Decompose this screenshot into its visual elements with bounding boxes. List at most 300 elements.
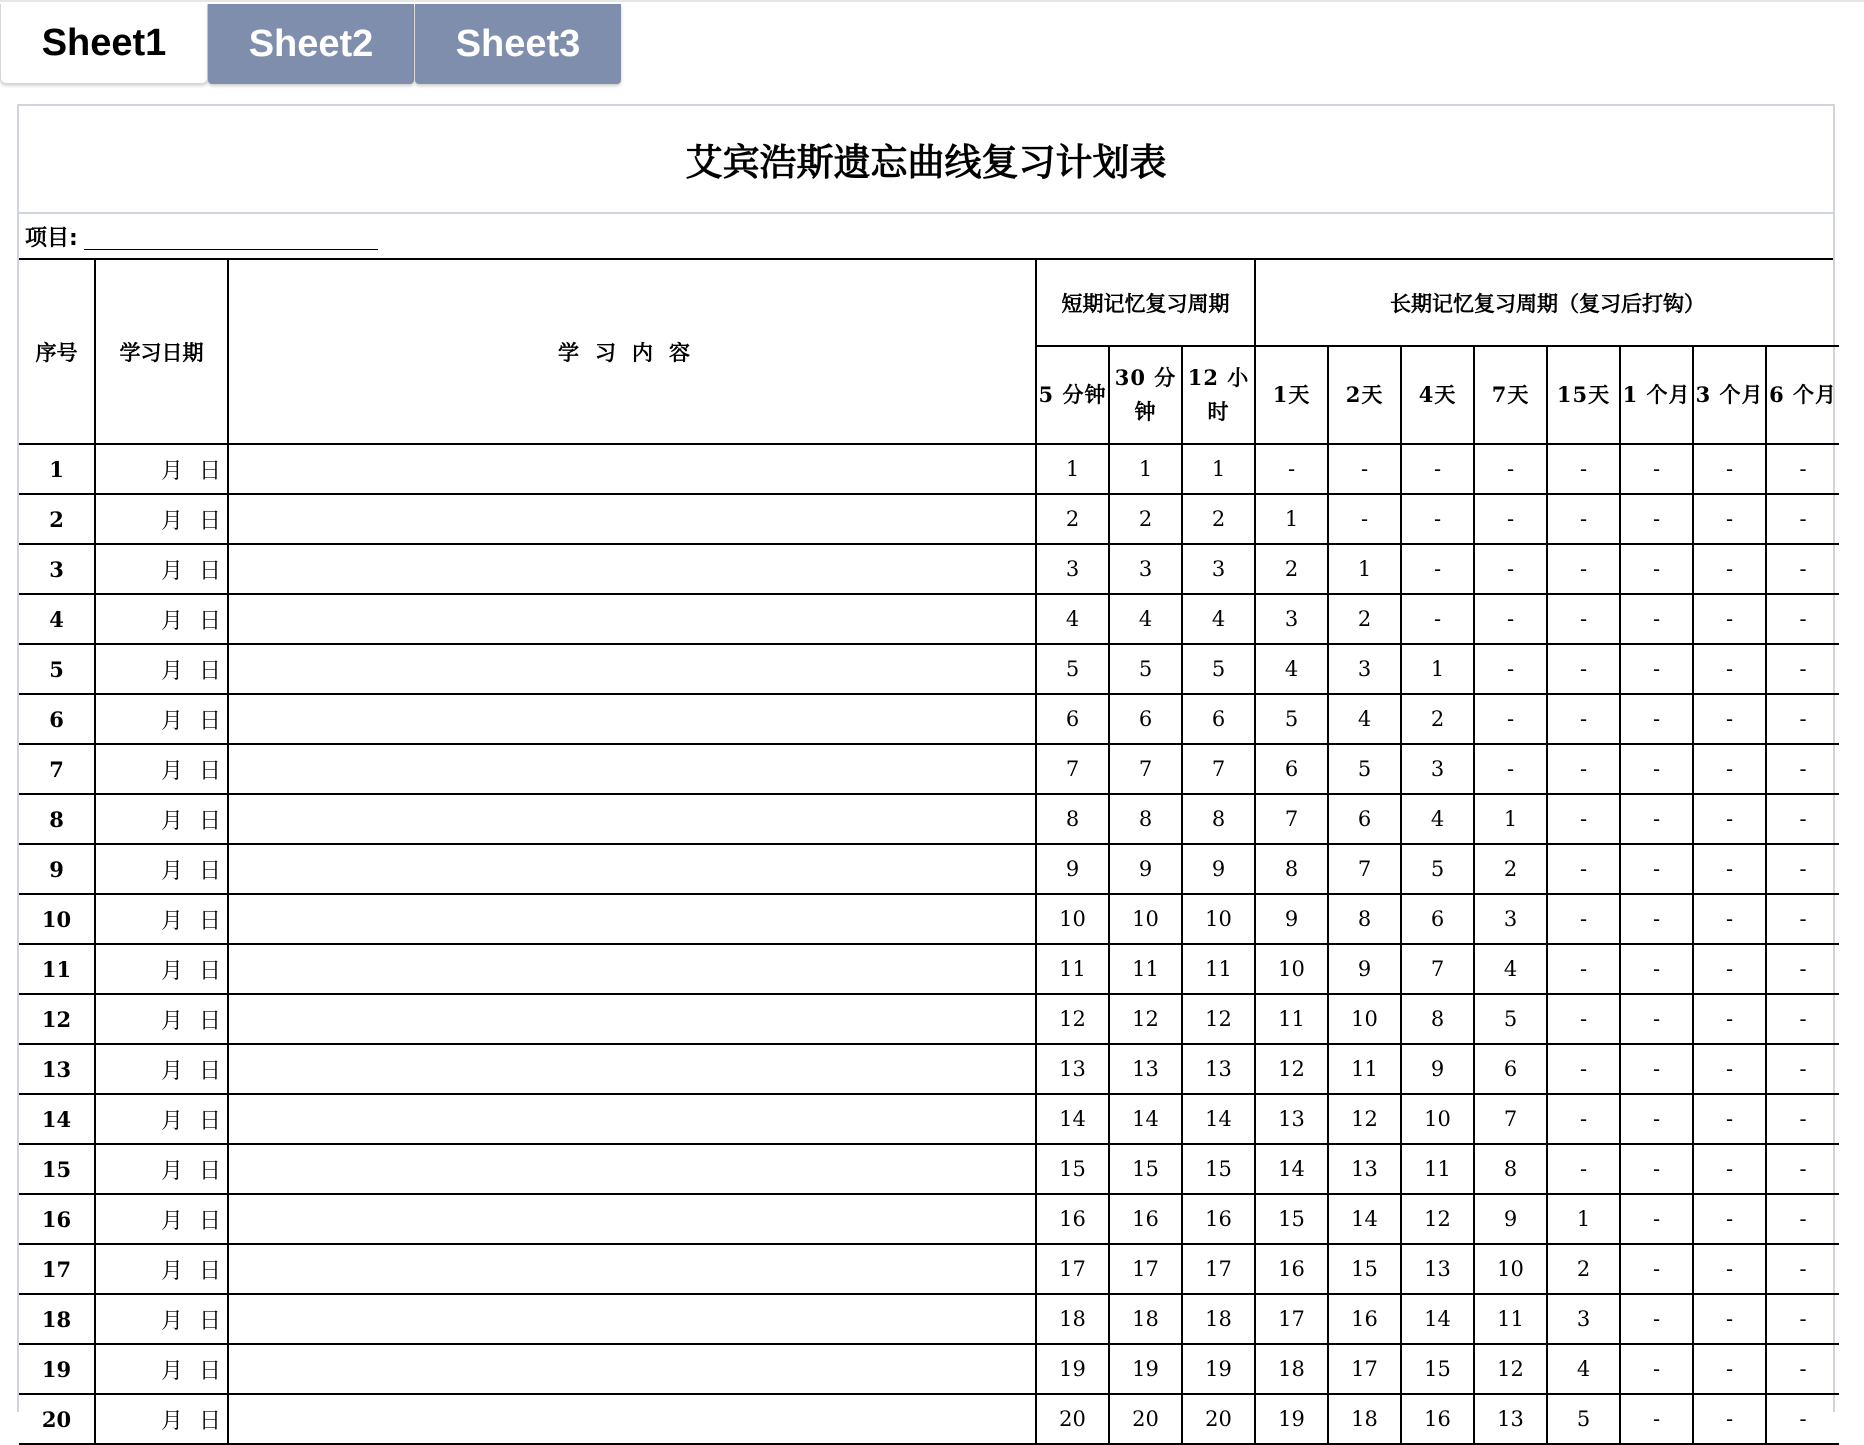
review-cell[interactable]: -	[1547, 944, 1620, 994]
row-seq-cell[interactable]: 7	[19, 744, 95, 794]
row-seq-cell[interactable]: 19	[19, 1344, 95, 1394]
header-long-term-group[interactable]: 长期记忆复习周期（复习后打钩）	[1255, 260, 1839, 346]
header-5-minutes[interactable]: 5 分钟	[1036, 346, 1109, 444]
review-cell[interactable]: 8	[1474, 1144, 1547, 1194]
review-cell[interactable]: 7	[1036, 744, 1109, 794]
row-content-cell[interactable]	[228, 1344, 1036, 1394]
review-cell[interactable]: 7	[1182, 744, 1255, 794]
review-cell[interactable]: -	[1401, 544, 1474, 594]
review-cell[interactable]: 3	[1182, 544, 1255, 594]
review-cell[interactable]: -	[1255, 444, 1328, 494]
review-cell[interactable]: 10	[1036, 894, 1109, 944]
row-date-cell[interactable]	[95, 1144, 228, 1194]
review-cell[interactable]: 4	[1474, 944, 1547, 994]
review-cell[interactable]: -	[1547, 544, 1620, 594]
review-cell[interactable]: 5	[1036, 644, 1109, 694]
row-content-cell[interactable]	[228, 594, 1036, 644]
review-cell[interactable]: 1	[1255, 494, 1328, 544]
review-cell[interactable]: -	[1693, 1144, 1766, 1194]
review-cell[interactable]: 12	[1474, 1344, 1547, 1394]
project-row[interactable]	[19, 214, 1833, 260]
review-cell[interactable]: 4	[1328, 694, 1401, 744]
review-cell[interactable]: -	[1693, 694, 1766, 744]
review-cell[interactable]: -	[1474, 694, 1547, 744]
review-cell[interactable]: 1	[1036, 444, 1109, 494]
review-cell[interactable]: -	[1547, 1094, 1620, 1144]
row-seq-cell[interactable]: 11	[19, 944, 95, 994]
review-cell[interactable]: -	[1766, 1244, 1839, 1294]
review-cell[interactable]: -	[1693, 544, 1766, 594]
row-content-cell[interactable]	[228, 1144, 1036, 1194]
review-cell[interactable]: 12	[1255, 1044, 1328, 1094]
review-cell[interactable]: 11	[1255, 994, 1328, 1044]
review-cell[interactable]: 20	[1182, 1394, 1255, 1444]
review-cell[interactable]: -	[1766, 1344, 1839, 1394]
review-cell[interactable]: 14	[1182, 1094, 1255, 1144]
review-cell[interactable]: -	[1766, 694, 1839, 744]
review-cell[interactable]: 9	[1255, 894, 1328, 944]
review-cell[interactable]: -	[1620, 644, 1693, 694]
header-4-days[interactable]: 4天	[1401, 346, 1474, 444]
review-cell[interactable]: -	[1693, 444, 1766, 494]
review-cell[interactable]: 9	[1401, 1044, 1474, 1094]
row-date-cell[interactable]	[95, 644, 228, 694]
review-cell[interactable]: 2	[1401, 694, 1474, 744]
review-cell[interactable]: 1	[1182, 444, 1255, 494]
review-cell[interactable]: 13	[1328, 1144, 1401, 1194]
header-1-day[interactable]: 1天	[1255, 346, 1328, 444]
review-cell[interactable]: 5	[1547, 1394, 1620, 1444]
review-cell[interactable]: -	[1693, 1194, 1766, 1244]
review-cell[interactable]: -	[1547, 844, 1620, 894]
row-seq-cell[interactable]: 9	[19, 844, 95, 894]
row-date-cell[interactable]	[95, 794, 228, 844]
review-cell[interactable]: -	[1620, 1294, 1693, 1344]
row-content-cell[interactable]	[228, 944, 1036, 994]
review-cell[interactable]: -	[1766, 1294, 1839, 1344]
review-cell[interactable]: 17	[1255, 1294, 1328, 1344]
review-cell[interactable]: -	[1547, 694, 1620, 744]
row-seq-cell[interactable]: 14	[19, 1094, 95, 1144]
review-cell[interactable]: -	[1693, 1394, 1766, 1444]
review-cell[interactable]: 16	[1182, 1194, 1255, 1244]
header-short-term-group[interactable]: 短期记忆复习周期	[1036, 260, 1255, 346]
row-content-cell[interactable]	[228, 1244, 1036, 1294]
review-cell[interactable]: -	[1401, 594, 1474, 644]
review-cell[interactable]: 13	[1401, 1244, 1474, 1294]
review-cell[interactable]: 14	[1255, 1144, 1328, 1194]
review-cell[interactable]: 5	[1182, 644, 1255, 694]
review-cell[interactable]: -	[1620, 1344, 1693, 1394]
row-date-cell[interactable]	[95, 1194, 228, 1244]
review-cell[interactable]: 3	[1328, 644, 1401, 694]
review-cell[interactable]: 8	[1401, 994, 1474, 1044]
review-cell[interactable]: -	[1766, 1144, 1839, 1194]
review-cell[interactable]: -	[1620, 444, 1693, 494]
review-cell[interactable]: -	[1766, 644, 1839, 694]
review-cell[interactable]: -	[1620, 544, 1693, 594]
review-cell[interactable]: 19	[1255, 1394, 1328, 1444]
review-cell[interactable]: 2	[1255, 544, 1328, 594]
review-cell[interactable]: -	[1620, 994, 1693, 1044]
row-content-cell[interactable]	[228, 1194, 1036, 1244]
review-cell[interactable]: 8	[1109, 794, 1182, 844]
review-cell[interactable]: 5	[1255, 694, 1328, 744]
review-cell[interactable]: -	[1693, 1094, 1766, 1144]
review-cell[interactable]: 7	[1401, 944, 1474, 994]
row-seq-cell[interactable]: 17	[19, 1244, 95, 1294]
review-cell[interactable]: 3	[1474, 894, 1547, 944]
review-cell[interactable]: -	[1693, 944, 1766, 994]
review-cell[interactable]: 4	[1036, 594, 1109, 644]
review-cell[interactable]: 15	[1036, 1144, 1109, 1194]
review-cell[interactable]: -	[1547, 494, 1620, 544]
review-cell[interactable]: 16	[1109, 1194, 1182, 1244]
review-cell[interactable]: 4	[1547, 1344, 1620, 1394]
review-cell[interactable]: -	[1766, 944, 1839, 994]
review-cell[interactable]: -	[1620, 1394, 1693, 1444]
project-input-line[interactable]	[84, 223, 378, 250]
review-cell[interactable]: 13	[1036, 1044, 1109, 1094]
review-cell[interactable]: 19	[1182, 1344, 1255, 1394]
review-cell[interactable]: 14	[1401, 1294, 1474, 1344]
row-seq-cell[interactable]: 16	[19, 1194, 95, 1244]
review-cell[interactable]: -	[1547, 1144, 1620, 1194]
review-cell[interactable]: 9	[1109, 844, 1182, 894]
review-cell[interactable]: -	[1766, 744, 1839, 794]
review-cell[interactable]: 20	[1036, 1394, 1109, 1444]
row-content-cell[interactable]	[228, 1394, 1036, 1444]
review-cell[interactable]: 12	[1401, 1194, 1474, 1244]
review-cell[interactable]: -	[1547, 794, 1620, 844]
review-cell[interactable]: 1	[1401, 644, 1474, 694]
review-cell[interactable]: -	[1620, 594, 1693, 644]
review-cell[interactable]: 10	[1474, 1244, 1547, 1294]
review-cell[interactable]: 2	[1547, 1244, 1620, 1294]
row-seq-cell[interactable]: 6	[19, 694, 95, 744]
review-cell[interactable]: 5	[1401, 844, 1474, 894]
row-content-cell[interactable]	[228, 1294, 1036, 1344]
row-content-cell[interactable]	[228, 894, 1036, 944]
row-content-cell[interactable]	[228, 994, 1036, 1044]
review-cell[interactable]: -	[1620, 744, 1693, 794]
review-cell[interactable]: -	[1766, 1094, 1839, 1144]
row-content-cell[interactable]	[228, 844, 1036, 894]
row-content-cell[interactable]	[228, 544, 1036, 594]
review-cell[interactable]: 7	[1328, 844, 1401, 894]
review-cell[interactable]: 15	[1328, 1244, 1401, 1294]
row-seq-cell[interactable]: 1	[19, 444, 95, 494]
review-cell[interactable]: 12	[1036, 994, 1109, 1044]
review-cell[interactable]: -	[1620, 1194, 1693, 1244]
review-cell[interactable]: -	[1693, 644, 1766, 694]
row-content-cell[interactable]	[228, 1044, 1036, 1094]
header-content[interactable]: 学习内容	[228, 260, 1036, 444]
review-cell[interactable]: 13	[1474, 1394, 1547, 1444]
review-cell[interactable]: 7	[1255, 794, 1328, 844]
review-cell[interactable]: 5	[1328, 744, 1401, 794]
review-cell[interactable]: -	[1693, 894, 1766, 944]
review-cell[interactable]: 12	[1182, 994, 1255, 1044]
row-date-cell[interactable]	[95, 594, 228, 644]
review-cell[interactable]: -	[1474, 594, 1547, 644]
row-seq-cell[interactable]: 3	[19, 544, 95, 594]
review-cell[interactable]: -	[1474, 644, 1547, 694]
header-12-hours[interactable]: 12 小时	[1182, 346, 1255, 444]
review-cell[interactable]: -	[1547, 644, 1620, 694]
review-cell[interactable]: 8	[1255, 844, 1328, 894]
row-date-cell[interactable]	[95, 1344, 228, 1394]
row-seq-cell[interactable]: 18	[19, 1294, 95, 1344]
review-cell[interactable]: -	[1693, 1344, 1766, 1394]
review-cell[interactable]: -	[1620, 694, 1693, 744]
review-cell[interactable]: 8	[1328, 894, 1401, 944]
review-cell[interactable]: 1	[1547, 1194, 1620, 1244]
row-date-cell[interactable]	[95, 994, 228, 1044]
review-cell[interactable]: 5	[1474, 994, 1547, 1044]
review-cell[interactable]: 4	[1109, 594, 1182, 644]
review-cell[interactable]: 15	[1255, 1194, 1328, 1244]
review-cell[interactable]: 4	[1401, 794, 1474, 844]
header-date[interactable]: 学习日期	[95, 260, 228, 444]
review-cell[interactable]: -	[1620, 794, 1693, 844]
review-cell[interactable]: 19	[1036, 1344, 1109, 1394]
review-cell[interactable]: 6	[1255, 744, 1328, 794]
review-cell[interactable]: 1	[1474, 794, 1547, 844]
review-cell[interactable]: 16	[1255, 1244, 1328, 1294]
row-date-cell[interactable]	[95, 1394, 228, 1444]
review-cell[interactable]: -	[1693, 844, 1766, 894]
review-cell[interactable]: 6	[1109, 694, 1182, 744]
review-cell[interactable]: 1	[1109, 444, 1182, 494]
review-cell[interactable]: -	[1474, 494, 1547, 544]
review-cell[interactable]: 11	[1474, 1294, 1547, 1344]
review-cell[interactable]: 16	[1401, 1394, 1474, 1444]
row-date-cell[interactable]	[95, 894, 228, 944]
review-cell[interactable]: -	[1693, 1044, 1766, 1094]
row-date-cell[interactable]	[95, 1044, 228, 1094]
review-cell[interactable]: -	[1766, 594, 1839, 644]
review-cell[interactable]: -	[1620, 1094, 1693, 1144]
review-cell[interactable]: 6	[1401, 894, 1474, 944]
review-cell[interactable]: -	[1547, 894, 1620, 944]
review-cell[interactable]: -	[1401, 494, 1474, 544]
review-cell[interactable]: 18	[1109, 1294, 1182, 1344]
row-content-cell[interactable]	[228, 794, 1036, 844]
review-cell[interactable]: 18	[1036, 1294, 1109, 1344]
row-date-cell[interactable]	[95, 444, 228, 494]
row-content-cell[interactable]	[228, 744, 1036, 794]
review-cell[interactable]: -	[1693, 994, 1766, 1044]
review-cell[interactable]: 16	[1036, 1194, 1109, 1244]
review-cell[interactable]: 6	[1328, 794, 1401, 844]
review-cell[interactable]: -	[1766, 494, 1839, 544]
tab-sheet2[interactable]: Sheet2	[208, 4, 414, 84]
review-cell[interactable]: 17	[1328, 1344, 1401, 1394]
header-2-days[interactable]: 2天	[1328, 346, 1401, 444]
row-date-cell[interactable]	[95, 1094, 228, 1144]
header-7-days[interactable]: 7天	[1474, 346, 1547, 444]
review-cell[interactable]: -	[1620, 494, 1693, 544]
review-cell[interactable]: 9	[1328, 944, 1401, 994]
review-cell[interactable]: 11	[1182, 944, 1255, 994]
review-cell[interactable]: -	[1401, 444, 1474, 494]
review-cell[interactable]: 15	[1182, 1144, 1255, 1194]
row-date-cell[interactable]	[95, 544, 228, 594]
review-cell[interactable]: -	[1766, 544, 1839, 594]
review-cell[interactable]: 2	[1036, 494, 1109, 544]
review-cell[interactable]: 9	[1182, 844, 1255, 894]
review-cell[interactable]: 20	[1109, 1394, 1182, 1444]
review-cell[interactable]: 9	[1474, 1194, 1547, 1244]
review-cell[interactable]: 11	[1036, 944, 1109, 994]
row-seq-cell[interactable]: 13	[19, 1044, 95, 1094]
review-cell[interactable]: -	[1766, 994, 1839, 1044]
review-cell[interactable]: 12	[1328, 1094, 1401, 1144]
review-cell[interactable]: 6	[1474, 1044, 1547, 1094]
review-cell[interactable]: -	[1474, 544, 1547, 594]
review-cell[interactable]: 14	[1328, 1194, 1401, 1244]
row-seq-cell[interactable]: 8	[19, 794, 95, 844]
review-cell[interactable]: 17	[1036, 1244, 1109, 1294]
review-cell[interactable]: -	[1620, 1244, 1693, 1294]
review-cell[interactable]: -	[1328, 444, 1401, 494]
review-cell[interactable]: -	[1693, 744, 1766, 794]
review-cell[interactable]: 15	[1401, 1344, 1474, 1394]
row-seq-cell[interactable]: 5	[19, 644, 95, 694]
row-seq-cell[interactable]: 15	[19, 1144, 95, 1194]
review-cell[interactable]: -	[1620, 894, 1693, 944]
review-cell[interactable]: -	[1620, 1144, 1693, 1194]
review-cell[interactable]: 19	[1109, 1344, 1182, 1394]
review-cell[interactable]: 3	[1547, 1294, 1620, 1344]
row-seq-cell[interactable]: 10	[19, 894, 95, 944]
row-content-cell[interactable]	[228, 694, 1036, 744]
review-cell[interactable]: 12	[1109, 994, 1182, 1044]
review-cell[interactable]: -	[1766, 844, 1839, 894]
tab-sheet3[interactable]: Sheet3	[415, 4, 621, 84]
review-cell[interactable]: 6	[1036, 694, 1109, 744]
review-cell[interactable]: 11	[1109, 944, 1182, 994]
row-seq-cell[interactable]: 4	[19, 594, 95, 644]
review-cell[interactable]: -	[1547, 744, 1620, 794]
review-cell[interactable]: 2	[1474, 844, 1547, 894]
row-content-cell[interactable]	[228, 494, 1036, 544]
review-cell[interactable]: 7	[1474, 1094, 1547, 1144]
review-cell[interactable]: 8	[1036, 794, 1109, 844]
review-cell[interactable]: -	[1547, 994, 1620, 1044]
header-6-months[interactable]: 6 个月	[1766, 346, 1839, 444]
review-cell[interactable]: 3	[1036, 544, 1109, 594]
review-cell[interactable]: 3	[1401, 744, 1474, 794]
row-date-cell[interactable]	[95, 494, 228, 544]
row-date-cell[interactable]	[95, 694, 228, 744]
row-content-cell[interactable]	[228, 1094, 1036, 1144]
review-cell[interactable]: -	[1693, 494, 1766, 544]
tab-sheet1[interactable]: Sheet1	[0, 4, 208, 84]
review-cell[interactable]: 6	[1182, 694, 1255, 744]
review-cell[interactable]: -	[1547, 1044, 1620, 1094]
review-cell[interactable]: 13	[1182, 1044, 1255, 1094]
review-cell[interactable]: -	[1693, 594, 1766, 644]
review-cell[interactable]: 17	[1109, 1244, 1182, 1294]
review-cell[interactable]: 8	[1182, 794, 1255, 844]
row-content-cell[interactable]	[228, 644, 1036, 694]
row-date-cell[interactable]	[95, 944, 228, 994]
review-cell[interactable]: 17	[1182, 1244, 1255, 1294]
review-cell[interactable]: 11	[1328, 1044, 1401, 1094]
row-date-cell[interactable]	[95, 744, 228, 794]
review-cell[interactable]: 10	[1328, 994, 1401, 1044]
review-cell[interactable]: 2	[1328, 594, 1401, 644]
row-seq-cell[interactable]: 2	[19, 494, 95, 544]
review-cell[interactable]: -	[1620, 944, 1693, 994]
row-seq-cell[interactable]: 12	[19, 994, 95, 1044]
review-cell[interactable]: 4	[1182, 594, 1255, 644]
review-cell[interactable]: 7	[1109, 744, 1182, 794]
review-cell[interactable]: 5	[1109, 644, 1182, 694]
review-cell[interactable]: -	[1547, 594, 1620, 644]
review-cell[interactable]: -	[1766, 894, 1839, 944]
review-cell[interactable]: 2	[1182, 494, 1255, 544]
review-cell[interactable]: 16	[1328, 1294, 1401, 1344]
review-cell[interactable]: -	[1766, 1394, 1839, 1444]
row-date-cell[interactable]	[95, 1294, 228, 1344]
review-cell[interactable]: 18	[1328, 1394, 1401, 1444]
review-cell[interactable]: 10	[1401, 1094, 1474, 1144]
review-cell[interactable]: 4	[1255, 644, 1328, 694]
review-cell[interactable]: 18	[1182, 1294, 1255, 1344]
header-15-days[interactable]: 15天	[1547, 346, 1620, 444]
row-date-cell[interactable]	[95, 844, 228, 894]
review-cell[interactable]: 18	[1255, 1344, 1328, 1394]
review-cell[interactable]: 2	[1109, 494, 1182, 544]
review-cell[interactable]: -	[1766, 794, 1839, 844]
review-cell[interactable]: 15	[1109, 1144, 1182, 1194]
review-cell[interactable]: -	[1693, 794, 1766, 844]
header-3-months[interactable]: 3 个月	[1693, 346, 1766, 444]
review-cell[interactable]: 13	[1255, 1094, 1328, 1144]
review-cell[interactable]: 14	[1036, 1094, 1109, 1144]
row-seq-cell[interactable]: 20	[19, 1394, 95, 1444]
review-cell[interactable]: -	[1766, 444, 1839, 494]
review-cell[interactable]: -	[1474, 444, 1547, 494]
review-cell[interactable]: 3	[1255, 594, 1328, 644]
header-1-month[interactable]: 1 个月	[1620, 346, 1693, 444]
review-cell[interactable]: -	[1547, 444, 1620, 494]
review-cell[interactable]: 10	[1255, 944, 1328, 994]
review-cell[interactable]: 9	[1036, 844, 1109, 894]
review-cell[interactable]: 3	[1109, 544, 1182, 594]
review-cell[interactable]: 14	[1109, 1094, 1182, 1144]
review-cell[interactable]: -	[1693, 1294, 1766, 1344]
review-cell[interactable]: -	[1328, 494, 1401, 544]
review-cell[interactable]: -	[1693, 1244, 1766, 1294]
review-cell[interactable]: 11	[1401, 1144, 1474, 1194]
header-seq[interactable]: 序号	[19, 260, 95, 444]
row-content-cell[interactable]	[228, 444, 1036, 494]
review-cell[interactable]: 1	[1328, 544, 1401, 594]
header-30-minutes[interactable]: 30 分钟	[1109, 346, 1182, 444]
review-cell[interactable]: -	[1620, 1044, 1693, 1094]
review-cell[interactable]: -	[1766, 1044, 1839, 1094]
sheet-title[interactable]: 艾宾浩斯遗忘曲线复习计划表	[19, 106, 1833, 214]
review-cell[interactable]: -	[1474, 744, 1547, 794]
row-date-cell[interactable]	[95, 1244, 228, 1294]
review-cell[interactable]: 10	[1109, 894, 1182, 944]
review-cell[interactable]: -	[1766, 1194, 1839, 1244]
review-cell[interactable]: 10	[1182, 894, 1255, 944]
